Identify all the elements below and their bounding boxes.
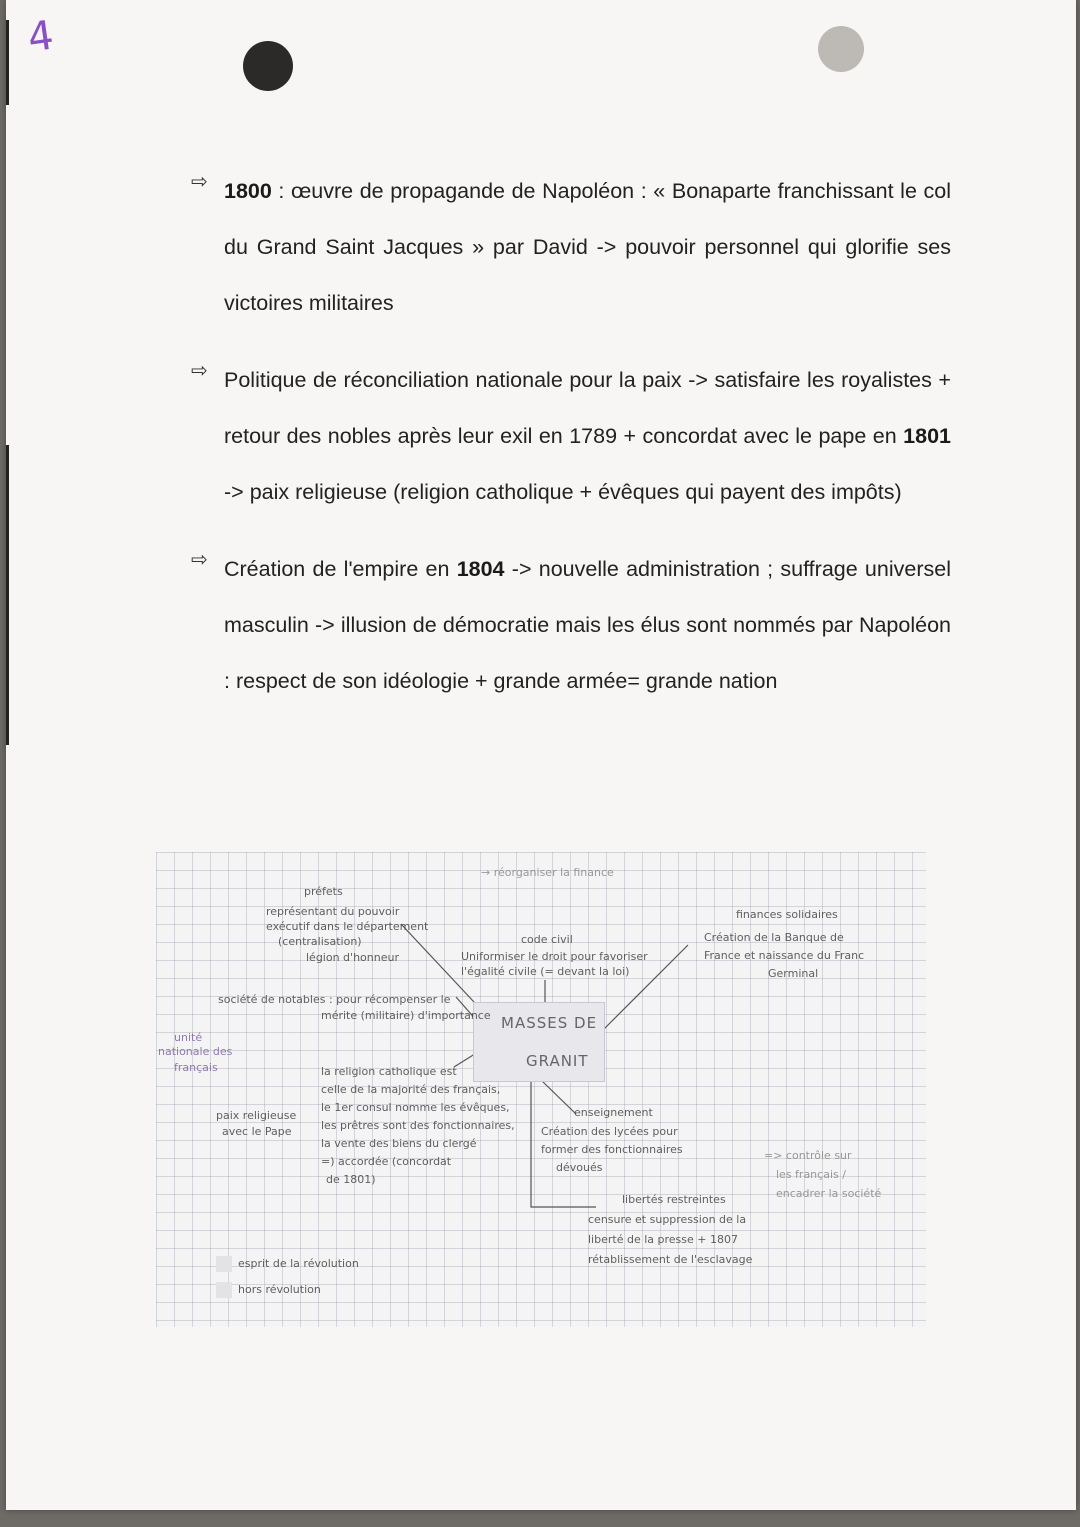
page-number: 4: [24, 12, 57, 62]
node-text: censure et suppression de la: [588, 1213, 747, 1226]
node-text: Uniformiser le droit pour favoriser: [461, 950, 648, 963]
node-finances-title: finances solidaires: [736, 908, 838, 921]
node-text: former des fonctionnaires: [541, 1143, 683, 1156]
node-text: => contrôle sur: [764, 1149, 852, 1162]
legend-swatch: [216, 1282, 232, 1298]
link-enseignement: [541, 1080, 576, 1114]
bullet-text: 1800 : œuvre de propagande de Napoléon : « Bonaparte franchissant le col du Grand Saint Jacques » par David -> pouvoir personnel qui glorifie ses victoires militaires: [224, 179, 951, 315]
node-text: avec le Pape: [222, 1125, 292, 1138]
note-finance: → réorganiser la finance: [481, 866, 614, 879]
node-text: rétablissement de l'esclavage: [588, 1253, 753, 1266]
arrow-right-icon: ⇨: [191, 171, 208, 193]
center-label: MASSES DE: [501, 1014, 598, 1032]
node-text: l'égalité civile (= devant la loi): [461, 965, 630, 978]
center-label: GRANIT: [526, 1052, 589, 1070]
bullet-text: Création de l'empire en 1804 -> nouvelle administration ; suffrage universel masculin -> illusion de démocratie mais les élus sont nommés par Napoléon : respect de son idéologie + grande armée= grande nation: [224, 557, 951, 693]
node-text: Création des lycées pour: [541, 1125, 678, 1138]
node-text: la vente des biens du clergé: [321, 1137, 477, 1150]
node-text: de 1801): [326, 1173, 376, 1186]
node-text: liberté de la presse + 1807: [588, 1233, 738, 1246]
arrow-right-icon: ⇨: [191, 549, 208, 571]
notebook-page: [6, 0, 1076, 1510]
node-text: Germinal: [768, 967, 819, 980]
node-text: français: [174, 1061, 218, 1074]
legend-swatch: [216, 1256, 232, 1272]
node-text: unité: [174, 1031, 203, 1044]
node-text: le 1er consul nomme les évêques,: [321, 1101, 510, 1114]
node-prefets-title: préfets: [304, 885, 343, 898]
bullet-item: [191, 352, 951, 520]
node-text: la religion catholique est: [321, 1065, 457, 1078]
node-text: nationale des: [158, 1045, 233, 1058]
node-text: celle de la majorité des français,: [321, 1083, 501, 1096]
node-text: dévoués: [556, 1161, 603, 1174]
node-text: mérite (militaire) d'importance: [321, 1009, 491, 1022]
legend-label: esprit de la révolution: [238, 1257, 359, 1270]
node-text: France et naissance du Franc: [704, 949, 865, 962]
page-edge-mark: [6, 445, 9, 745]
bullet-text: Politique de réconciliation nationale pour la paix -> satisfaire les royalistes + retour des nobles après leur exil en 1789 + concordat avec le pape en 1801 -> paix religieuse (religion catholique + évêques qui payent des impôts): [224, 368, 951, 504]
node-enseignement-title: enseignement: [574, 1106, 653, 1119]
punch-hole: [243, 41, 293, 91]
node-text: paix religieuse: [216, 1109, 297, 1122]
bullet-item: [191, 163, 951, 331]
node-text: les français /: [776, 1168, 846, 1181]
node-text: (centralisation): [278, 935, 362, 948]
node-text: les prêtres sont des fonctionnaires,: [321, 1119, 515, 1132]
mind-map: [156, 852, 926, 1327]
legend-label: hors révolution: [238, 1283, 321, 1296]
node-text: représentant du pouvoir: [266, 905, 400, 918]
node-text: société de notables : pour récompenser le: [218, 993, 451, 1006]
node-text: Création de la Banque de: [704, 931, 844, 944]
arrow-right-icon: ⇨: [191, 360, 208, 382]
bullet-list: [191, 163, 951, 730]
node-text: exécutif dans le département: [266, 920, 429, 933]
bullet-item: [191, 541, 951, 709]
node-libertes-title: libertés restreintes: [622, 1193, 726, 1206]
punch-hole: [818, 26, 864, 72]
node-text: encadrer la société: [776, 1187, 882, 1200]
node-text: =) accordée (concordat: [321, 1155, 452, 1168]
node-text: légion d'honneur: [306, 951, 399, 964]
node-code-civil-title: code civil: [521, 933, 573, 946]
page-edge-mark: [6, 20, 9, 105]
